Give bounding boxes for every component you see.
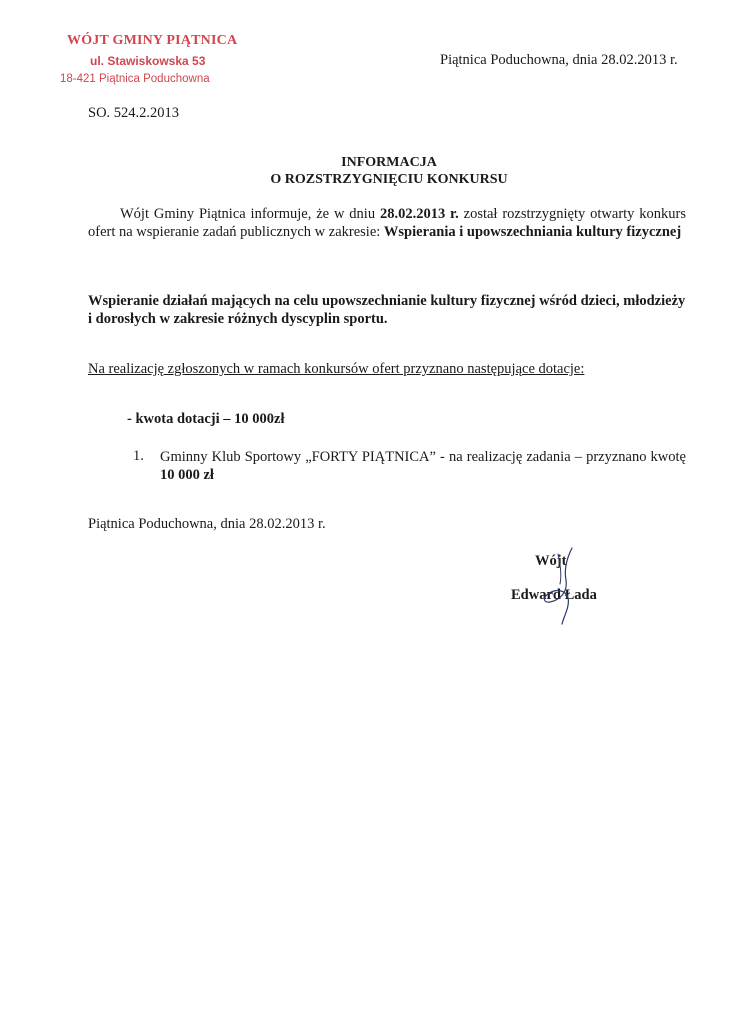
footer-place-date: Piątnica Poduchowna, dnia 28.02.2013 r. [88, 516, 326, 532]
decision-date: 28.02.2013 r. [379, 206, 459, 222]
award-item [160, 448, 686, 484]
award-item-text: Gminny Klub Sportowy „FORTY PIĄTNICA” - na realizację zadania – przyznano kwotę [160, 449, 686, 465]
document-subtitle: O ROZSTRZYGNIĘCIU KONKURSU [270, 172, 508, 187]
signatory-name: Edward Łada [511, 587, 597, 603]
stamp-line-3: 18-421 Piątnica Poduchowna [60, 73, 210, 85]
intro-text-a: Wójt Gminy Piątnica informuje, że w dniu [120, 206, 380, 222]
competition-scope: Wspierania i upowszechniania kultury fizycznej [383, 224, 682, 240]
document-title: INFORMACJA [341, 155, 437, 170]
intro-text-b: został rozstrzygnięty otwarty konkurs ofert na wspieranie zadań publicznych w zakresie: [88, 206, 687, 240]
awards-intro: Na realizację zgłoszonych w ramach konkursów ofert przyznano następujące dotacje: [88, 361, 585, 377]
task-subject: Wspieranie działań mających na celu upowszechnianie kultury fizycznej wśród dzieci, młodzieży i dorosłych w zakresie różnych dyscyplin sportu. [88, 293, 686, 327]
header-place-date: Piątnica Poduchowna, dnia 28.02.2013 r. [440, 52, 678, 68]
handwritten-signature [520, 540, 590, 625]
grant-amount-heading: - kwota dotacji – 10 000zł [127, 411, 285, 427]
stamp-line-1: WÓJT GMINY PIĄTNICA [67, 33, 238, 48]
stamp-line-2: ul. Stawiskowska 53 [90, 54, 206, 68]
signatory-title: Wójt [535, 553, 567, 569]
award-item-number: 1. [133, 448, 144, 464]
reference-number: SO. 524.2.2013 [88, 105, 180, 121]
intro-paragraph [88, 205, 686, 241]
award-item-amount: 10 000 zł [160, 467, 214, 483]
